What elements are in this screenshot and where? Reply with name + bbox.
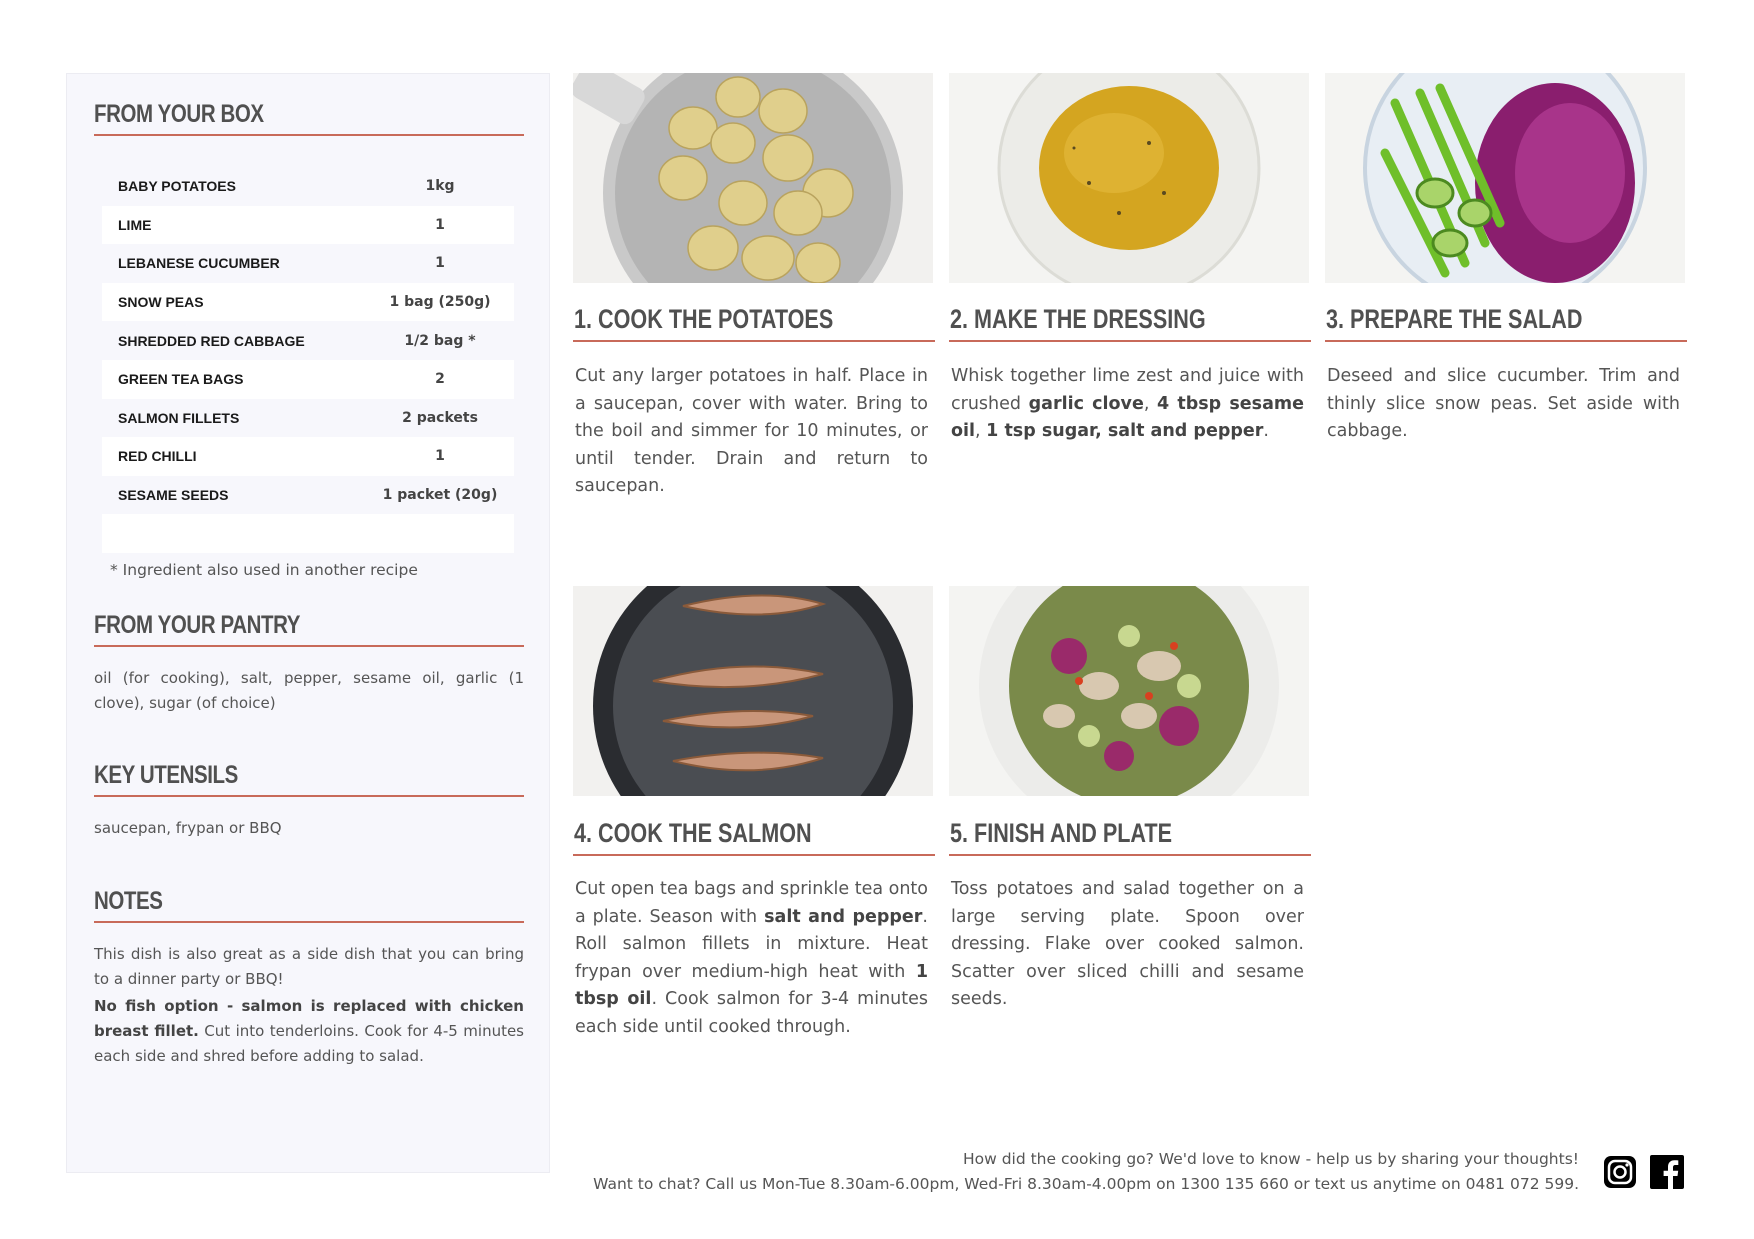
- step-text-part: Cut open tea bags and sprinkle tea onto a plate. Season with: [575, 879, 928, 927]
- table-row: [102, 437, 514, 476]
- feedback-line: How did the cooking go? We'd love to know - help us by sharing your thoughts!: [962, 1150, 1579, 1168]
- salmon-photo: [573, 586, 933, 796]
- ingredient-table: [102, 167, 514, 553]
- step-text-bold: salt and pepper: [764, 906, 923, 927]
- ingredient-name: LIME: [118, 216, 152, 233]
- step-divider: [573, 340, 935, 342]
- ingredient-name: RED CHILLI: [118, 448, 197, 465]
- ingredient-qty: 1/2 bag *: [404, 332, 476, 349]
- step-text-part: .: [1263, 421, 1269, 441]
- from-your-box-title: FROM YOUR BOX: [94, 100, 264, 128]
- step-text-part: Toss potatoes and salad together on a large serving plate. Spoon over dressing. Flake over cooked salmon. Scatter over sliced chilli and sesame seeds.: [951, 879, 1304, 1009]
- finished-plate-photo: [949, 586, 1309, 796]
- ingredient-name: SALMON FILLETS: [118, 409, 240, 426]
- ingredient-name: LEBANESE CUCUMBER: [118, 255, 280, 272]
- step-text-part: . Roll salmon fillets in mixture. Heat frypan over medium-high heat with: [575, 906, 928, 982]
- step-5-text: [951, 876, 1304, 1014]
- ingredient-qty: 2 packets: [402, 409, 478, 426]
- ingredient-footnote: * Ingredient also used in another recipe: [110, 561, 418, 579]
- ingredient-qty: 1: [435, 216, 445, 233]
- key-utensils-title: KEY UTENSILS: [94, 761, 238, 789]
- ingredient-qty: 1: [435, 448, 445, 465]
- facebook-icon[interactable]: [1650, 1155, 1684, 1189]
- ingredient-qty: 1: [435, 255, 445, 272]
- ingredient-name: SHREDDED RED CABBAGE: [118, 332, 305, 349]
- notes-bold: No fish option - salmon is replaced with chicken breast fillet.: [94, 997, 524, 1040]
- table-row: [102, 244, 514, 283]
- ingredient-name: SESAME SEEDS: [118, 487, 229, 504]
- utensils-text: saucepan, frypan or BBQ: [94, 819, 282, 837]
- step-divider: [573, 854, 935, 856]
- step-divider: [949, 854, 1311, 856]
- table-row: [102, 476, 514, 515]
- table-row-empty: [102, 514, 514, 553]
- contact-line: Want to chat? Call us Mon-Tue 8.30am-6.00pm, Wed-Fri 8.30am-4.00pm on 1300 135 660 or text us anytime on 0481 072 599.: [593, 1175, 1579, 1193]
- step-text-bold: 1 tsp sugar, salt and pepper: [986, 421, 1264, 441]
- ingredient-qty: 1kg: [425, 178, 455, 195]
- notes-title: NOTES: [94, 887, 163, 915]
- ingredient-qty: 2: [435, 371, 445, 388]
- step-4-title: 4. COOK THE SALMON: [574, 818, 812, 848]
- ingredients-panel: [66, 73, 550, 1173]
- notes-detail: Cut into tenderloins. Cook for 4-5 minutes each side and shred before adding to salad.: [94, 1022, 525, 1065]
- step-text-part: Whisk together lime zest and juice with crushed: [951, 366, 1304, 414]
- step-1-title: 1. COOK THE POTATOES: [574, 304, 834, 334]
- section-divider: [94, 795, 524, 797]
- step-text-part: Cut any larger potatoes in half. Place in a saucepan, cover with water. Bring to the boil and simmer for 10 minutes, or until tender. Drain and return to saucepan.: [575, 366, 928, 496]
- potatoes-photo: [573, 73, 933, 283]
- table-row: [102, 167, 514, 206]
- ingredient-qty: 1 bag (250g): [389, 294, 491, 311]
- step-text-part: ,: [975, 421, 987, 441]
- step-text-bold: 1 tbsp oil: [575, 961, 928, 1009]
- step-4-text: [575, 876, 928, 1041]
- step-2-text: [951, 363, 1304, 446]
- table-row: [102, 399, 514, 438]
- step-text-part: ,: [1143, 393, 1158, 414]
- ingredient-name: SNOW PEAS: [118, 294, 204, 311]
- notes-no-fish: [94, 994, 524, 1069]
- pantry-text: oil (for cooking), salt, pepper, sesame oil, garlic (1 clove), sugar (of choice): [94, 669, 524, 712]
- ingredient-name: BABY POTATOES: [118, 178, 236, 195]
- table-row: [102, 321, 514, 360]
- salad-prep-photo: [1325, 73, 1685, 283]
- table-row: [102, 360, 514, 399]
- step-text-part: . Cook salmon for 3-4 minutes each side until cooked through.: [575, 989, 928, 1037]
- notes-text: This dish is also great as a side dish that you can bring to a dinner party or BBQ!: [94, 945, 524, 988]
- ingredient-name: GREEN TEA BAGS: [118, 371, 244, 388]
- step-text-bold: 4 tbsp sesame oil: [951, 393, 1304, 441]
- section-divider: [94, 921, 524, 923]
- from-your-pantry-title: FROM YOUR PANTRY: [94, 611, 301, 639]
- table-row: [102, 283, 514, 322]
- table-row: [102, 206, 514, 245]
- step-divider: [1325, 340, 1687, 342]
- section-divider: [94, 645, 524, 647]
- step-text-part: Deseed and slice cucumber. Trim and thinly slice snow peas. Set aside with cabbage.: [1327, 366, 1680, 441]
- step-2-title: 2. MAKE THE DRESSING: [950, 304, 1206, 334]
- step-text-bold: garlic clove: [1028, 393, 1144, 414]
- ingredient-qty: 1 packet (20g): [382, 487, 498, 504]
- step-5-title: 5. FINISH AND PLATE: [950, 818, 1173, 848]
- dressing-photo: [949, 73, 1309, 283]
- step-divider: [949, 340, 1311, 342]
- section-divider: [94, 134, 524, 136]
- step-1-text: [575, 363, 928, 501]
- instagram-icon[interactable]: [1603, 1155, 1637, 1189]
- step-3-text: [1327, 363, 1680, 446]
- step-3-title: 3. PREPARE THE SALAD: [1326, 304, 1583, 334]
